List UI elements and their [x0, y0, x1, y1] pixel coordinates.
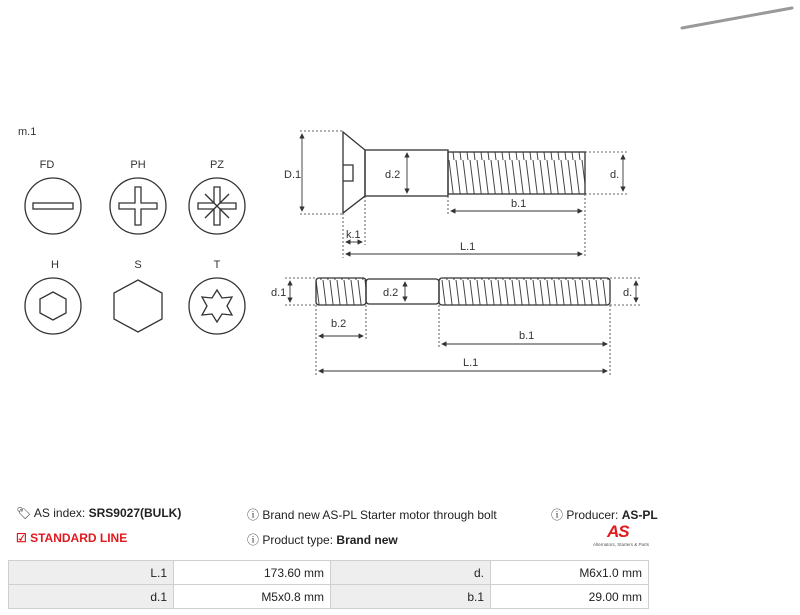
slot-head-icon [25, 178, 81, 234]
description-row [247, 506, 497, 523]
dim-label-b2: b.2 [331, 318, 347, 330]
spec-table [8, 560, 649, 609]
spec-value: M6x1.0 mm [491, 561, 649, 585]
spec-value: 173.60 mm [174, 561, 331, 585]
dim-label-d2-bottom: d.2 [383, 287, 399, 299]
dim-label-b1-top: b.1 [511, 198, 527, 210]
countersunk-bolt [343, 132, 585, 213]
pencil-icon [682, 8, 792, 28]
pozidriv-head-icon [189, 178, 245, 234]
as-index-value: SRS9027(BULK) [88, 506, 182, 520]
stud-bolt [316, 278, 610, 305]
dim-label-L1-bottom: L.1 [463, 357, 479, 369]
phillips-head-icon [110, 178, 166, 234]
spec-value: 29.00 mm [491, 585, 649, 609]
product-type-label: Product type: [262, 533, 334, 547]
head-code-ph: PH [130, 159, 146, 171]
checkbox-icon: ☑ [16, 531, 27, 545]
dim-label-d-top: d. [610, 169, 620, 181]
table-row [9, 561, 649, 585]
as-pl-logo [593, 522, 649, 552]
head-code-s: S [134, 259, 142, 271]
standard-line-badge [16, 531, 127, 545]
product-type-row [247, 531, 398, 548]
spec-key: b.1 [331, 585, 491, 609]
standard-line-label: STANDARD LINE [30, 531, 128, 545]
group-label: m.1 [18, 126, 37, 138]
as-index-row [16, 506, 181, 520]
dim-label-d1: d.1 [271, 287, 287, 299]
product-type-value: Brand new [336, 533, 398, 547]
spec-key: d.1 [9, 585, 174, 609]
description-text: Brand new AS-PL Starter motor through bolt [262, 508, 497, 522]
info-icon: ⓘ [551, 508, 564, 522]
dim-label-d-bottom: d. [623, 287, 633, 299]
producer-label: Producer: [566, 508, 619, 522]
head-code-h: H [51, 259, 59, 271]
spec-key: d. [331, 561, 491, 585]
producer-value: AS-PL [621, 508, 658, 522]
dim-label-D1: D.1 [284, 169, 302, 181]
dim-label-b1-bottom: b.1 [519, 330, 535, 342]
logo-subtext: Alternators, Starters & Parts [593, 542, 650, 547]
table-row [9, 585, 649, 609]
head-code-pz: PZ [209, 159, 225, 171]
head-code-t: T [213, 259, 221, 271]
dim-label-k1: k.1 [346, 229, 361, 241]
producer-row [551, 506, 658, 523]
tags-icon: 🏷︎ [16, 506, 32, 520]
dim-label-L1-top: L.1 [460, 241, 476, 253]
spec-value: M5x0.8 mm [174, 585, 331, 609]
info-icon: ⓘ [247, 533, 260, 547]
logo-text: AS [607, 522, 629, 541]
torx-head-icon [189, 278, 245, 334]
hex-socket-head-icon [25, 278, 81, 334]
info-icon: ⓘ [247, 508, 260, 522]
hex-head-icon [114, 280, 162, 332]
dim-label-d2-top: d.2 [385, 169, 401, 181]
spec-key: L.1 [9, 561, 174, 585]
head-code-fd: FD [39, 159, 55, 171]
as-index-label: AS index: [33, 506, 86, 520]
